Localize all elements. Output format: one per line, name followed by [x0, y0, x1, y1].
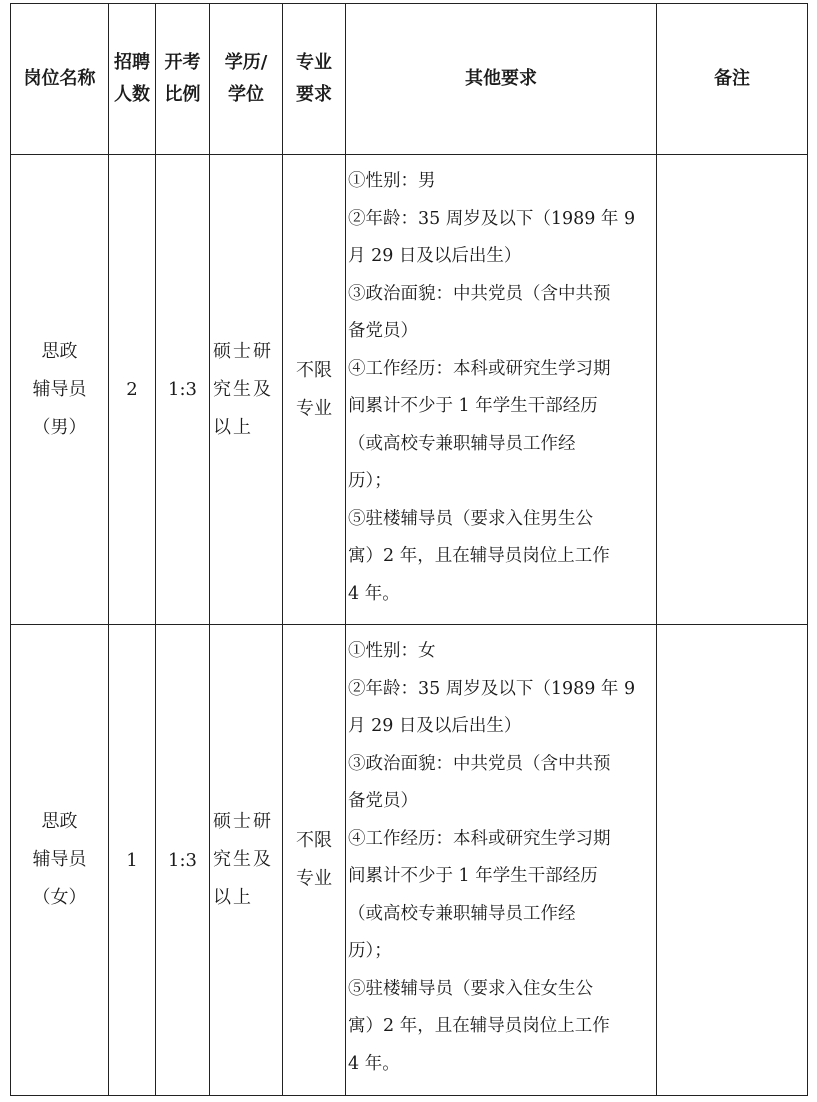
position-line: （男）: [32, 416, 87, 438]
requirement-line: 4 年。: [348, 583, 400, 604]
header-major-line-1: 专业: [296, 52, 332, 73]
header-remark: [657, 4, 808, 155]
requirement-line: 备党员）: [348, 321, 418, 341]
requirement-line: ③政治面貌：中共党员（含中共预: [348, 283, 611, 304]
ratio-cell: 1:3: [156, 155, 210, 625]
header-count-line-1: 招聘: [114, 52, 150, 73]
position-cell: [11, 625, 109, 1096]
requirement-line: ④工作经历：本科或研究生学习期: [348, 358, 611, 379]
position-line: 思政: [41, 340, 78, 362]
major-line: 不限: [296, 359, 332, 381]
header-remark-text: 备注: [714, 68, 750, 89]
header-education-line-2: 学位: [228, 84, 264, 105]
requirement-line: ⑤驻楼辅导员（要求入住女生公: [348, 978, 593, 999]
header-other-text: 其他要求: [465, 68, 537, 89]
count-cell: 2: [109, 155, 156, 625]
requirement-line: 备党员）: [348, 791, 418, 811]
header-education: [210, 4, 283, 155]
requirement-line: 历）；: [348, 471, 392, 491]
requirement-line: 月 29 日及以后出生）: [348, 716, 522, 736]
requirement-line: ②年龄：35 周岁及以下（1989 年 9: [348, 208, 636, 229]
requirement-line: ①性别：女: [348, 641, 436, 661]
header-count: [109, 4, 156, 155]
education-line: 硕士研: [213, 340, 273, 362]
requirement-line: ①性别：男: [348, 171, 436, 191]
education-cell: [210, 625, 283, 1096]
requirement-line: ④工作经历：本科或研究生学习期: [348, 828, 611, 849]
requirement-line: 4 年。: [348, 1053, 400, 1074]
requirement-line: 寓）2 年，且在辅导员岗位上工作: [348, 546, 610, 566]
position-line: 辅导员: [32, 378, 87, 400]
education-line: 究生及: [213, 378, 273, 400]
header-ratio: [156, 4, 210, 155]
header-major-line-2: 要求: [296, 84, 332, 105]
recruitment-table: [10, 3, 808, 1096]
education-line: 究生及: [213, 849, 273, 870]
requirement-line: 间累计不少于 1 年学生干部经历: [348, 396, 598, 416]
header-major: [283, 4, 346, 155]
major-cell: [283, 625, 346, 1096]
major-cell: [283, 155, 346, 625]
remark-cell: [657, 155, 808, 625]
header-ratio-line-2: 比例: [164, 84, 201, 105]
requirement-line: 间累计不少于 1 年学生干部经历: [348, 866, 598, 886]
education-line: 以上: [213, 416, 253, 438]
position-line: （女）: [32, 887, 87, 908]
header-count-line-2: 人数: [114, 84, 150, 105]
position-cell: [11, 155, 109, 625]
header-position: [11, 4, 109, 155]
requirements-cell: [346, 625, 657, 1096]
position-line: 辅导员: [32, 849, 87, 870]
ratio-cell: 1:3: [156, 625, 210, 1096]
header-other-requirements: [346, 4, 657, 155]
requirement-line: 寓）2 年，且在辅导员岗位上工作: [348, 1016, 610, 1036]
header-education-line-1: 学历/: [224, 52, 268, 73]
requirement-line: ③政治面貌：中共党员（含中共预: [348, 753, 611, 774]
table-row: [11, 625, 808, 1096]
major-line: 专业: [296, 397, 332, 419]
requirement-line: ②年龄：35 周岁及以下（1989 年 9: [348, 678, 636, 699]
header-row: [11, 4, 808, 155]
requirement-line: 历）；: [348, 941, 392, 961]
position-line: 思政: [41, 811, 78, 832]
education-line: 以上: [213, 887, 253, 908]
major-line: 专业: [296, 868, 332, 889]
requirements-cell: [346, 155, 657, 625]
requirement-line: （或高校专兼职辅导员工作经: [348, 433, 576, 454]
requirement-line: （或高校专兼职辅导员工作经: [348, 903, 576, 924]
count-cell: 1: [109, 625, 156, 1096]
remark-cell: [657, 625, 808, 1096]
header-ratio-line-1: 开考: [164, 52, 201, 73]
requirement-line: ⑤驻楼辅导员（要求入住男生公: [348, 508, 593, 529]
requirement-line: 月 29 日及以后出生）: [348, 246, 522, 266]
major-line: 不限: [296, 830, 332, 851]
table-row: [11, 155, 808, 625]
education-line: 硕士研: [213, 811, 273, 832]
header-position-text: 岗位名称: [23, 68, 96, 89]
education-cell: [210, 155, 283, 625]
